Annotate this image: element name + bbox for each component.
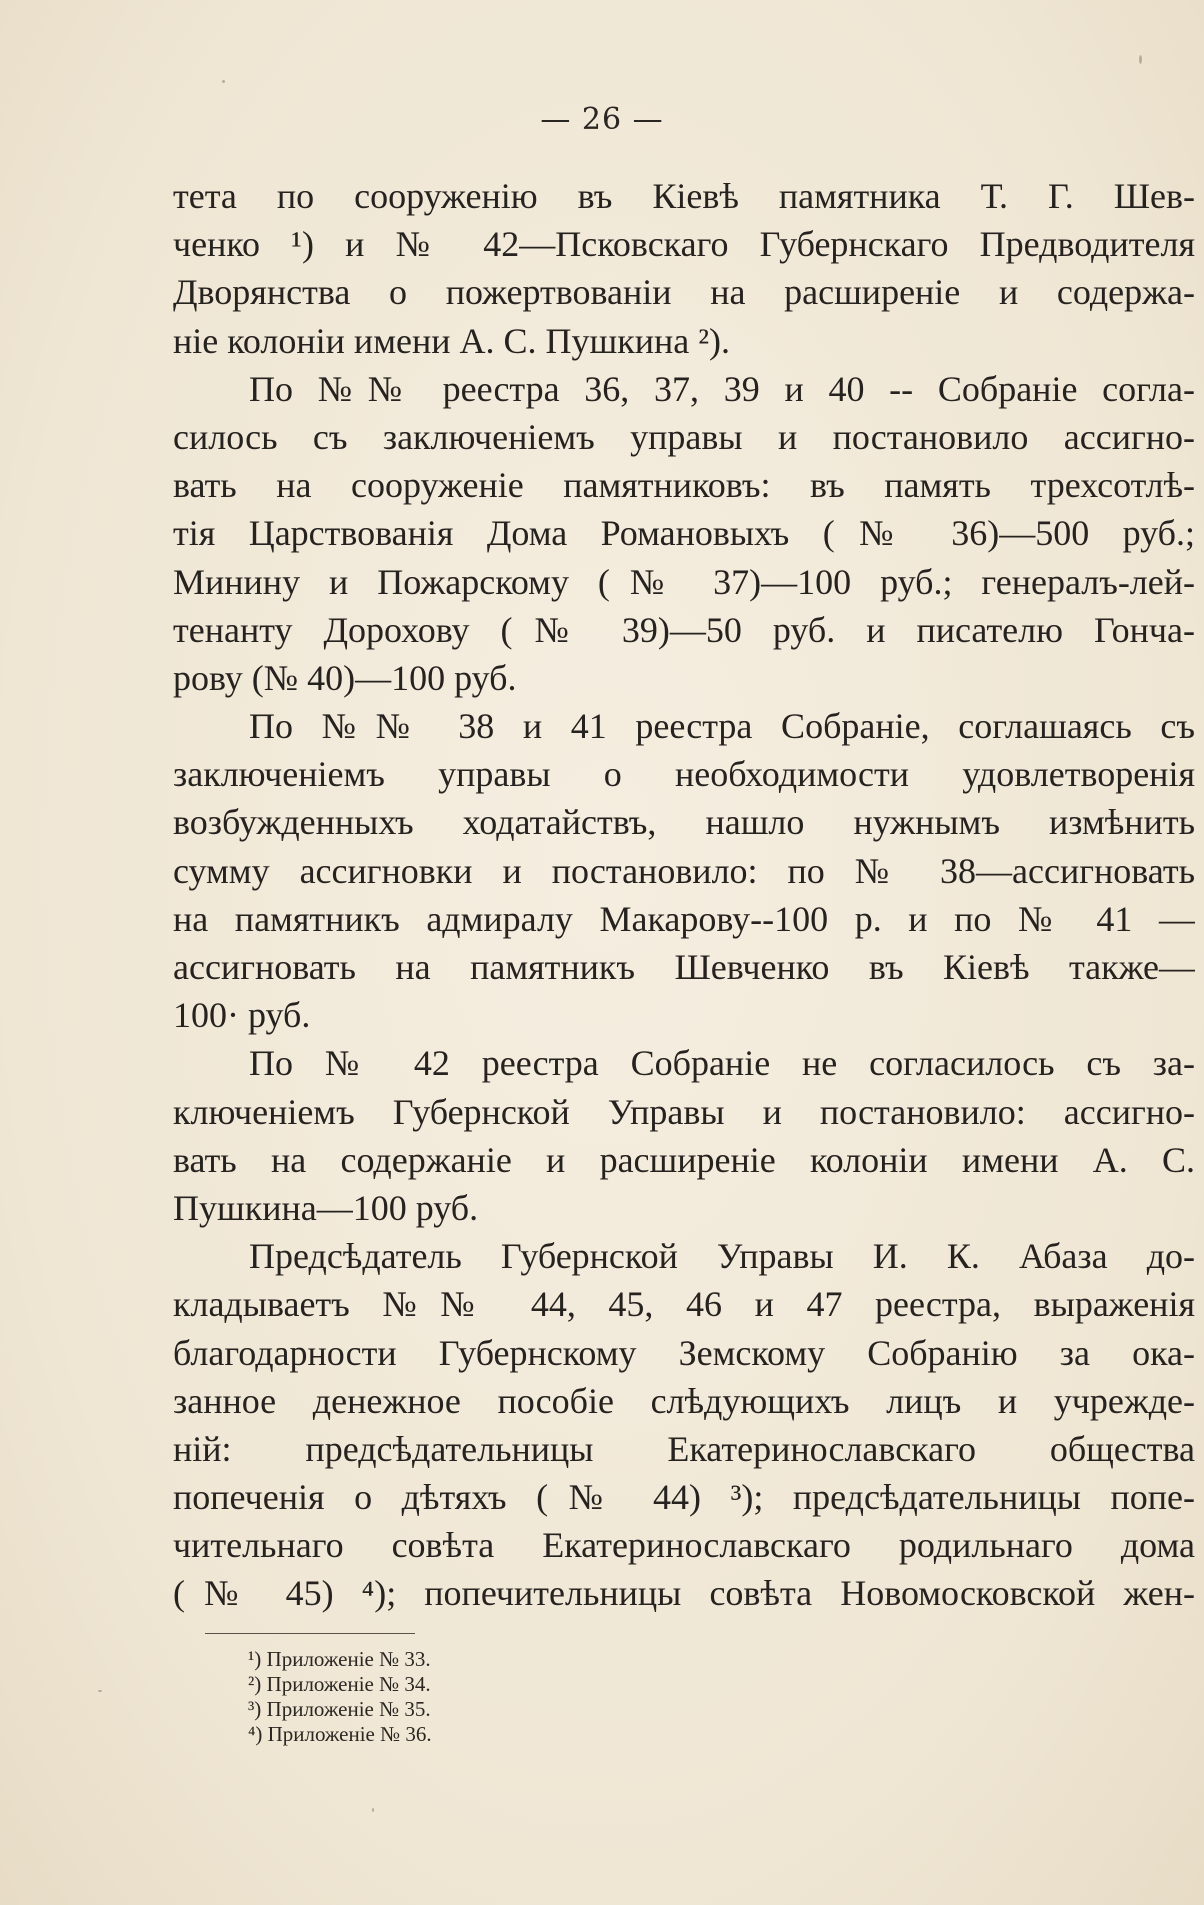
body-text <box>173 172 1201 1618</box>
text-line: ній: предсѣдательницы Екатеринославскаго общества <box>173 1428 1195 1469</box>
text-line: По №№ 38 и 41 реестра Собраніе, соглашаясь съ <box>249 706 1195 747</box>
paper-speck <box>1139 55 1142 64</box>
text-line: на памятникъ адмиралу Макарову--100 р. и по № 41 — <box>173 898 1195 939</box>
text-line: занное денежное пособіе слѣдующихъ лицъ и учрежде- <box>173 1380 1195 1421</box>
text-line: Предсѣдатель Губернской Управы И. К. Абаза до- <box>249 1236 1195 1277</box>
text-line: благодарности Губернскому Земскому Собранію за ока- <box>173 1332 1195 1373</box>
text-line: вать на содержаніе и расширеніе колоніи имени А. С. <box>173 1139 1195 1180</box>
text-line: тія Царствованія Дома Романовыхъ (№ 36)—500 руб.; <box>173 513 1195 554</box>
footnote: ⁴) Приложеніе № 36. <box>248 1722 432 1746</box>
text-line: ассигновать на памятникъ Шевченко въ Кіевѣ также— <box>173 947 1195 987</box>
page-number: — 26 — <box>540 102 664 137</box>
footnotes <box>248 1647 748 1747</box>
footnote: ¹) Приложеніе № 33. <box>248 1647 431 1671</box>
text-line: силось съ заключеніемъ управы и постановило ассигно- <box>173 416 1195 457</box>
text-line: (№ 45) ⁴); попечительницы совѣта Новомосковской жен- <box>173 1573 1195 1614</box>
text-line: ніе колоніи имени А. С. Пушкина ²). <box>173 320 730 361</box>
text-line: тета по сооруженію въ Кіевѣ памятника Т. Г. Шев- <box>173 176 1195 216</box>
text-line: вать на сооруженіе памятниковъ: въ память трехсотлѣ- <box>173 465 1195 506</box>
footnote: ³) Приложеніе № 35. <box>248 1697 431 1721</box>
footnote-divider <box>205 1633 415 1634</box>
text-line: чительнаго совѣта Екатеринославскаго родильнаго дома <box>173 1525 1195 1566</box>
text-line: кладываетъ №№ 44, 45, 46 и 47 реестра, выраженія <box>173 1284 1195 1325</box>
text-line: тенанту Дорохову (№ 39)—50 руб. и писателю Гонча- <box>173 609 1195 650</box>
text-line: 100· руб. <box>173 995 311 1036</box>
paper-speck <box>98 1690 102 1692</box>
text-line: По № 42 реестра Собраніе не согласилось съ за- <box>249 1043 1195 1084</box>
text-line: заключеніемъ управы о необходимости удовлетворенія <box>173 754 1195 795</box>
footnote: ²) Приложеніе № 34. <box>248 1672 431 1696</box>
text-line: попеченія о дѣтяхъ (№ 44) ³); предсѣдательницы попе- <box>173 1477 1195 1518</box>
text-line: рову (№ 40)—100 руб. <box>173 657 517 698</box>
text-line: сумму ассигновки и постановило: по № 38—ассигновать <box>173 850 1195 891</box>
text-line: возбужденныхъ ходатайствъ, нашло нужнымъ измѣнить <box>173 802 1195 843</box>
text-line: ключеніемъ Губернской Управы и постановило: ассигно- <box>173 1091 1195 1132</box>
text-line: ченко ¹) и № 42—Псковскаго Губернскаго Предводителя <box>173 224 1195 265</box>
text-line: Дворянства о пожертвованіи на расширеніе и содержа- <box>173 272 1195 313</box>
text-line: Пушкина—100 руб. <box>173 1187 479 1228</box>
text-line: Минину и Пожарскому (№ 37)—100 руб.; генералъ-лей- <box>173 561 1195 602</box>
paper-speck <box>222 80 225 83</box>
paper-speck <box>372 1808 374 1812</box>
text-line: По №№ реестра 36, 37, 39 и 40 -- Собраніе согла- <box>249 368 1195 409</box>
